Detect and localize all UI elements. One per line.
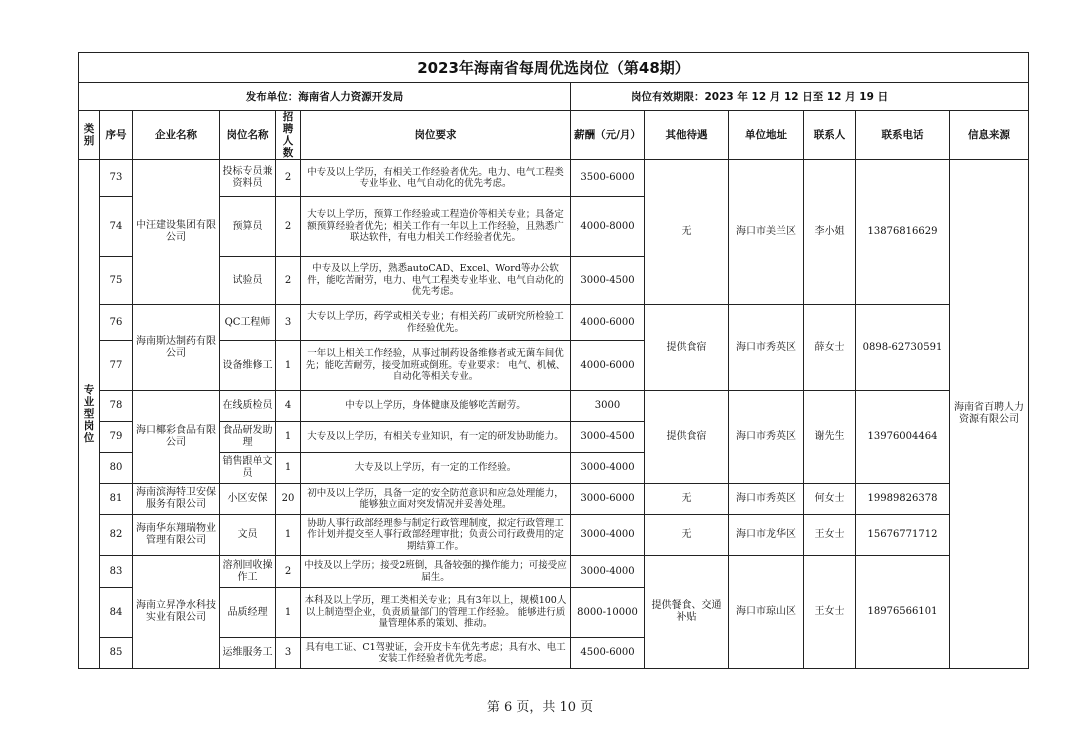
requirement: 具有电工证、C1驾驶证，会开皮卡车优先考虑；具有水、电工安装工作经验者优先考虑。: [301, 638, 571, 669]
company-name: 中汪建设集团有限公司: [133, 160, 220, 305]
table-row: [79, 391, 1029, 422]
position-name: 投标专员兼资料员: [220, 160, 276, 197]
row-seq: 73: [100, 160, 133, 197]
jobs-table: [78, 52, 1029, 669]
position-name: 在线质检员: [220, 391, 276, 422]
address: 海口市琼山区: [729, 556, 804, 669]
salary: 3000-4500: [571, 257, 645, 305]
row-seq: 76: [100, 305, 133, 341]
hire-count: 2: [276, 556, 301, 588]
hire-count: 1: [276, 453, 301, 484]
table-row: [79, 515, 1029, 556]
address: 海口市秀英区: [729, 305, 804, 391]
benefits: 提供餐食、交通补贴: [645, 556, 729, 669]
company-name: 海南华东翔瑞物业管理有限公司: [133, 515, 220, 556]
hire-count: 3: [276, 638, 301, 669]
requirement: 初中及以上学历，具备一定的安全防范意识和应急处理能力，能够独立面对突发情况并妥善处理。: [301, 484, 571, 515]
requirement: 一年以上相关工作经验，从事过制药设备维修者或无菌车间优先；能吃苦耐劳，接受加班或倒班。专业要求： 电气、机械、自动化等相关专业。: [301, 341, 571, 391]
salary: 3000-6000: [571, 484, 645, 515]
contact-person: 王女士: [804, 556, 856, 669]
row-seq: 84: [100, 588, 133, 638]
salary: 3000-4500: [571, 422, 645, 453]
contact-person: 谢先生: [804, 391, 856, 484]
company-name: 海口椰彩食品有限公司: [133, 391, 220, 484]
row-seq: 83: [100, 556, 133, 588]
position-name: 溶剂回收操作工: [220, 556, 276, 588]
row-seq: 77: [100, 341, 133, 391]
contact-person: 薛女士: [804, 305, 856, 391]
company-name: 海南斯达制药有限公司: [133, 305, 220, 391]
hire-count: 3: [276, 305, 301, 341]
hire-count: 1: [276, 588, 301, 638]
salary: 8000-10000: [571, 588, 645, 638]
hire-count: 1: [276, 422, 301, 453]
position-name: 设备维修工: [220, 341, 276, 391]
contact-phone: 0898-62730591: [856, 305, 950, 391]
salary: 4000-8000: [571, 197, 645, 257]
contact-phone: 15676771712: [856, 515, 950, 556]
table-row: [79, 484, 1029, 515]
page-footer: 第 6 页，共 10 页: [486, 700, 594, 715]
header-benefits: 其他待遇: [645, 111, 729, 160]
requirement: 中专及以上学历，有相关工作经验者优先。电力、电气工程类专业毕业、电气自动化的优先考虑。: [301, 160, 571, 197]
header-contact: 联系人: [804, 111, 856, 160]
category-cell: [79, 160, 100, 669]
salary: 4500-6000: [571, 638, 645, 669]
hire-count: 1: [276, 341, 301, 391]
requirement: 中技及以上学历；接受2班倒，具备较强的操作能力；可接受应届生。: [301, 556, 571, 588]
benefits: 无: [645, 484, 729, 515]
header-count: 招聘人数: [276, 111, 301, 160]
table-row: [79, 556, 1029, 588]
company-name: 海南滨海特卫安保服务有限公司: [133, 484, 220, 515]
position-name: 试验员: [220, 257, 276, 305]
hire-count: 2: [276, 160, 301, 197]
header-row: [79, 111, 1029, 160]
row-seq: 80: [100, 453, 133, 484]
position-name: 销售跟单文员: [220, 453, 276, 484]
salary: 3000-4000: [571, 556, 645, 588]
header-phone: 联系电话: [856, 111, 950, 160]
address: 海口市龙华区: [729, 515, 804, 556]
requirement: 大专以上学历，预算工作经验或工程造价等相关专业；具备定额预算经验者优先；相关工作有一年以上工作经验，且熟悉广联达软件，有电力相关工作经验者优先。: [301, 197, 571, 257]
hire-count: 4: [276, 391, 301, 422]
contact-phone: 19989826378: [856, 484, 950, 515]
requirement: 中专及以上学历，熟悉autoCAD、Excel、Word等办公软件，能吃苦耐劳，电力、电气工程类专业毕业、电气自动化的优先考虑。: [301, 257, 571, 305]
requirement: 本科及以上学历，理工类相关专业；具有3年以上，规模100人以上制造型企业，负责质量部门的管理工作经验。 能够进行质量管理体系的策划、推动。: [301, 588, 571, 638]
table-row: [79, 160, 1029, 197]
salary: 3500-6000: [571, 160, 645, 197]
table-title: 2023年海南省每周优选岗位（第48期）: [79, 53, 1029, 83]
info-source: 海南省百聘人力资源有限公司: [950, 160, 1029, 669]
address: 海口市秀英区: [729, 391, 804, 484]
salary: 3000-4000: [571, 515, 645, 556]
benefits: 无: [645, 515, 729, 556]
publisher: 发布单位：海南省人力资源开发局: [79, 83, 571, 111]
hire-count: 20: [276, 484, 301, 515]
row-seq: 82: [100, 515, 133, 556]
table-row: [79, 305, 1029, 341]
header-seq: 序号: [100, 111, 133, 160]
row-seq: 74: [100, 197, 133, 257]
contact-phone: 13876816629: [856, 160, 950, 305]
header-position: 岗位名称: [220, 111, 276, 160]
header-source: 信息来源: [950, 111, 1029, 160]
row-seq: 81: [100, 484, 133, 515]
validity-period: 岗位有效期限：2023 年 12 月 12 日至 12 月 19 日: [571, 83, 1029, 111]
header-company: 企业名称: [133, 111, 220, 160]
position-name: 小区安保: [220, 484, 276, 515]
contact-phone: 18976566101: [856, 556, 950, 669]
benefits: 提供食宿: [645, 305, 729, 391]
requirement: 大专及以上学历，有一定的工作经验。: [301, 453, 571, 484]
hire-count: 2: [276, 257, 301, 305]
position-name: 品质经理: [220, 588, 276, 638]
contact-phone: 13976004464: [856, 391, 950, 484]
position-name: 文员: [220, 515, 276, 556]
row-seq: 79: [100, 422, 133, 453]
header-address: 单位地址: [729, 111, 804, 160]
row-seq: 85: [100, 638, 133, 669]
position-name: 运维服务工: [220, 638, 276, 669]
benefits: 无: [645, 160, 729, 305]
header-salary: 薪酬（元/月）: [571, 111, 645, 160]
contact-person: 王女士: [804, 515, 856, 556]
requirement: 中专以上学历，身体健康及能够吃苦耐劳。: [301, 391, 571, 422]
header-requirement: 岗位要求: [301, 111, 571, 160]
address: 海口市美兰区: [729, 160, 804, 305]
requirement: 协助人事行政部经理参与制定行政管理制度，拟定行政管理工作计划并提交至人事行政部经理审批；负责公司行政费用的定期结算工作。: [301, 515, 571, 556]
header-category: 类别: [79, 111, 100, 160]
position-name: QC工程师: [220, 305, 276, 341]
contact-person: 何女士: [804, 484, 856, 515]
salary: 3000-4000: [571, 453, 645, 484]
row-seq: 78: [100, 391, 133, 422]
position-name: 预算员: [220, 197, 276, 257]
salary: 4000-6000: [571, 305, 645, 341]
benefits: 提供食宿: [645, 391, 729, 484]
salary: 4000-6000: [571, 341, 645, 391]
requirement: 大专及以上学历，有相关专业知识，有一定的研发协助能力。: [301, 422, 571, 453]
position-name: 食品研发助理: [220, 422, 276, 453]
contact-person: 李小姐: [804, 160, 856, 305]
hire-count: 2: [276, 197, 301, 257]
company-name: 海南立昇净水科技实业有限公司: [133, 556, 220, 669]
row-seq: 75: [100, 257, 133, 305]
hire-count: 1: [276, 515, 301, 556]
address: 海口市秀英区: [729, 484, 804, 515]
salary: 3000: [571, 391, 645, 422]
category-label: 专业型岗位: [83, 384, 95, 444]
requirement: 大专以上学历，药学或相关专业；有相关药厂或研究所检验工作经验优先。: [301, 305, 571, 341]
